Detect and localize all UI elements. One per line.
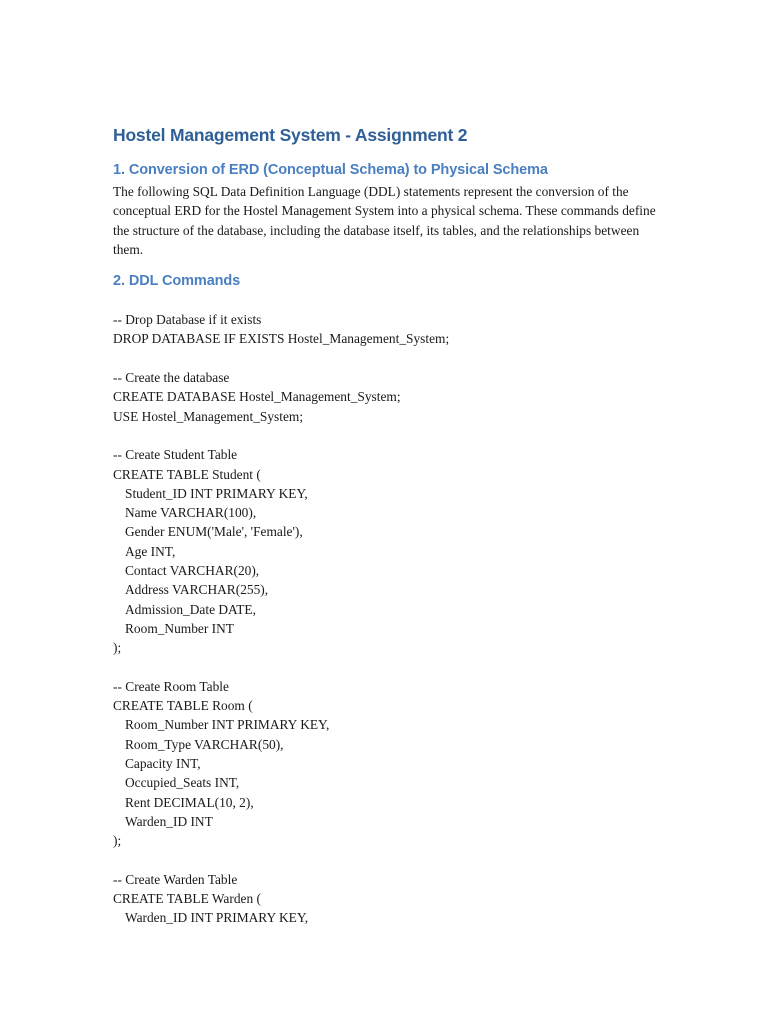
code-line: Capacity INT, xyxy=(125,756,201,772)
code-line: Room_Number INT xyxy=(125,620,234,636)
code-line: CREATE TABLE Warden ( xyxy=(113,891,261,907)
intro-paragraph: The following SQL Data Definition Language (DDL) statements represent the conversion of the conceptual ERD for the Hostel Management System into a physical schema. These commands define the structure of the database, including the database itself, its tables, and the relationships between them. xyxy=(113,184,656,257)
code-line: Room_Type VARCHAR(50), xyxy=(125,736,284,752)
code-line: Contact VARCHAR(20), xyxy=(125,563,260,579)
ddl-code-block xyxy=(113,310,658,928)
code-line: Gender ENUM('Male', 'Female'), xyxy=(125,524,303,540)
blank-line xyxy=(113,349,658,368)
code-line: -- Create Student Table xyxy=(113,447,238,463)
code-line: Occupied_Seats INT, xyxy=(125,775,240,791)
section-heading-ddl-commands: 2. DDL Commands xyxy=(113,273,241,290)
code-line: DROP DATABASE IF EXISTS Hostel_Management_System; xyxy=(113,331,450,347)
blank-line xyxy=(113,426,658,445)
code-line: Rent DECIMAL(10, 2), xyxy=(125,794,254,810)
code-line: ); xyxy=(113,640,122,656)
blank-line xyxy=(113,851,658,870)
code-line: -- Create Warden Table xyxy=(113,871,238,887)
code-line: Admission_Date DATE, xyxy=(125,601,256,617)
code-line: -- Drop Database if it exists xyxy=(113,312,262,328)
code-line: ); xyxy=(113,833,122,849)
code-line: Age INT, xyxy=(125,543,176,559)
code-line: Address VARCHAR(255), xyxy=(125,582,269,598)
code-line: Warden_ID INT PRIMARY KEY, xyxy=(125,910,309,926)
code-line: -- Create the database xyxy=(113,370,230,386)
code-line: USE Hostel_Management_System; xyxy=(113,408,304,424)
code-line: CREATE TABLE Student ( xyxy=(113,466,261,482)
document-title: Hostel Management System - Assignment 2 xyxy=(113,125,468,145)
code-line: -- Create Room Table xyxy=(113,678,229,694)
section-heading-conversion: 1. Conversion of ERD (Conceptual Schema) to Physical Schema xyxy=(113,162,548,178)
code-line: CREATE DATABASE Hostel_Management_System; xyxy=(113,389,401,405)
document-page xyxy=(113,122,658,928)
code-line: CREATE TABLE Room ( xyxy=(113,698,253,714)
code-line: Student_ID INT PRIMARY KEY, xyxy=(125,485,308,501)
code-line: Name VARCHAR(100), xyxy=(125,505,257,521)
code-line: Room_Number INT PRIMARY KEY, xyxy=(125,717,330,733)
blank-line xyxy=(113,658,658,677)
code-line: Warden_ID INT xyxy=(125,813,213,829)
